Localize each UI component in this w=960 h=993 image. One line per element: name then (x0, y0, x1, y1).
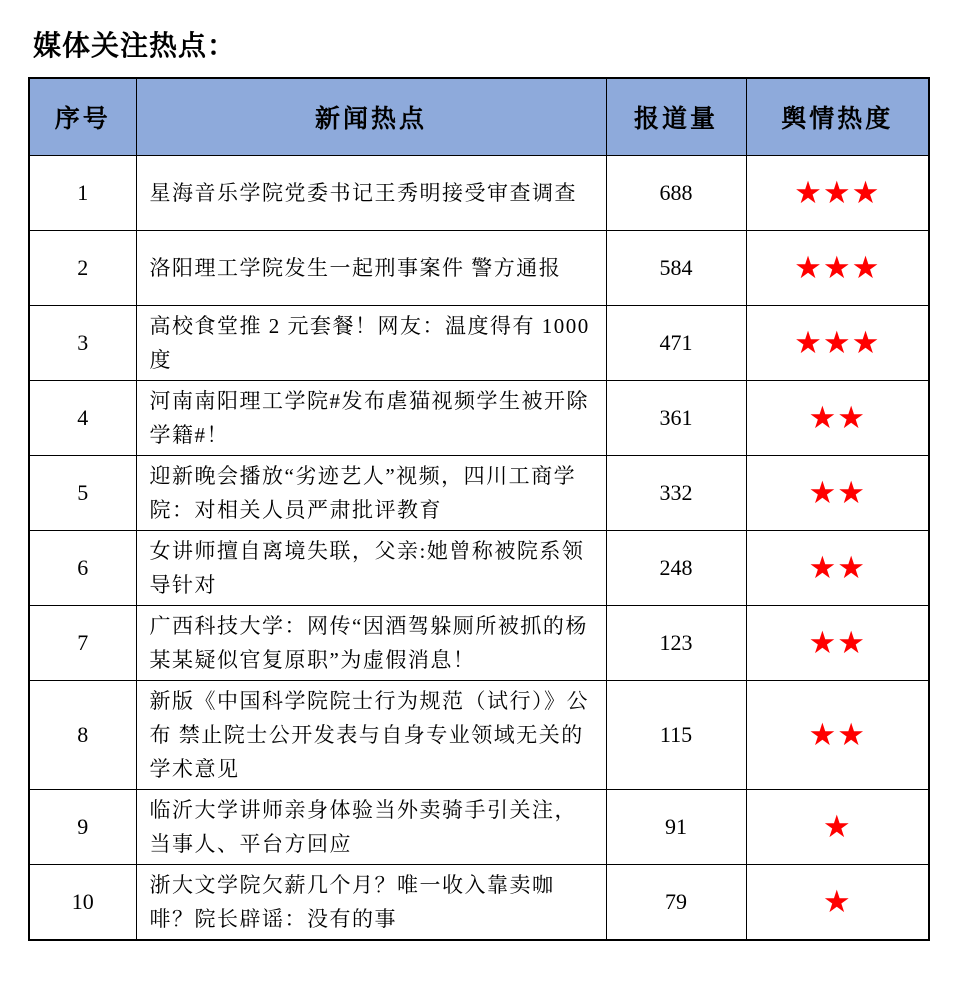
report-count: 248 (606, 530, 746, 605)
report-count: 688 (606, 155, 746, 230)
table-row (29, 230, 929, 305)
row-number: 1 (29, 155, 136, 230)
heat-stars: ★★ (746, 530, 929, 605)
table-row (29, 605, 929, 680)
news-title: 临沂大学讲师亲身体验当外卖骑手引关注，当事人、平台方回应 (136, 789, 606, 864)
header-serial-number: 序号 (29, 78, 136, 155)
header-sentiment-heat: 舆情热度 (746, 78, 929, 155)
report-count: 91 (606, 789, 746, 864)
report-count: 471 (606, 305, 746, 380)
media-hotspots-table (28, 77, 930, 941)
row-number: 10 (29, 864, 136, 940)
report-count: 332 (606, 455, 746, 530)
row-number: 6 (29, 530, 136, 605)
news-title: 浙大文学院欠薪几个月？唯一收入靠卖咖啡？院长辟谣：没有的事 (136, 864, 606, 940)
table-row (29, 455, 929, 530)
news-title: 高校食堂推 2 元套餐！网友：温度得有 1000 度 (136, 305, 606, 380)
news-title: 洛阳理工学院发生一起刑事案件 警方通报 (136, 230, 606, 305)
news-title: 新版《中国科学院院士行为规范（试行）》公布 禁止院士公开发表与自身专业领域无关的学术意见 (136, 680, 606, 789)
row-number: 9 (29, 789, 136, 864)
report-count: 115 (606, 680, 746, 789)
table-row (29, 305, 929, 380)
heat-stars: ★★ (746, 380, 929, 455)
heat-stars: ★★★ (746, 155, 929, 230)
heat-stars: ★★★ (746, 230, 929, 305)
row-number: 2 (29, 230, 136, 305)
heat-stars: ★★ (746, 605, 929, 680)
table-row (29, 680, 929, 789)
heat-stars: ★★ (746, 680, 929, 789)
row-number: 5 (29, 455, 136, 530)
table-row (29, 380, 929, 455)
news-title: 迎新晚会播放“劣迹艺人”视频，四川工商学院：对相关人员严肃批评教育 (136, 455, 606, 530)
report-count: 584 (606, 230, 746, 305)
news-title: 女讲师擅自离境失联，父亲:她曾称被院系领导针对 (136, 530, 606, 605)
news-title: 广西科技大学：网传“因酒驾躲厕所被抓的杨某某疑似官复原职”为虚假消息！ (136, 605, 606, 680)
table-row (29, 530, 929, 605)
heat-stars: ★★★ (746, 305, 929, 380)
report-count: 79 (606, 864, 746, 940)
row-number: 4 (29, 380, 136, 455)
report-count: 123 (606, 605, 746, 680)
page-title: 媒体关注热点： (33, 31, 237, 62)
row-number: 3 (29, 305, 136, 380)
heat-stars: ★ (746, 864, 929, 940)
news-title: 河南南阳理工学院#发布虐猫视频学生被开除学籍#！ (136, 380, 606, 455)
table-row (29, 864, 929, 940)
row-number: 7 (29, 605, 136, 680)
table-header-row (29, 78, 929, 155)
heat-stars: ★★ (746, 455, 929, 530)
table-row (29, 789, 929, 864)
news-title: 星海音乐学院党委书记王秀明接受审查调查 (136, 155, 606, 230)
header-report-volume: 报道量 (606, 78, 746, 155)
row-number: 8 (29, 680, 136, 789)
report-count: 361 (606, 380, 746, 455)
heat-stars: ★ (746, 789, 929, 864)
header-news-hotspot: 新闻热点 (136, 78, 606, 155)
table-row (29, 155, 929, 230)
